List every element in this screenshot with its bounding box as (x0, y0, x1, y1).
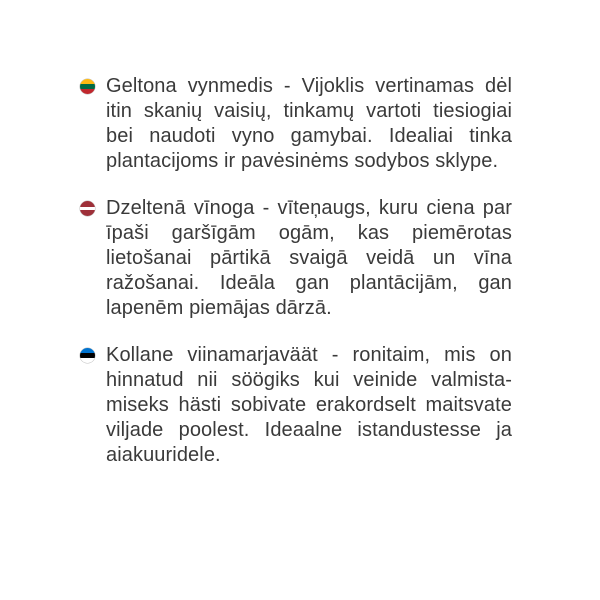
description-list (80, 74, 512, 490)
entry-latvian (80, 196, 512, 321)
latvia-flag-icon (80, 201, 95, 216)
entry-text-latvian: Dzeltenā vīnoga - vīteņaugs, kuru ciena par īpaši garšīgām ogām, kas piemērotas lietošanai pārtikā svaigā veidā un vīna ražošanai. Ideāla gan plantācijām, gan lapenēm piemājas dārzā. (106, 197, 512, 319)
entry-text-estonian: Kollane viinamarjaväät - ronitaim, mis on hinnatud nii söögiks kui veinide valmista-miseks hästi sobivate erakordselt maitsvate viljade poolest. Ideaalne istandustesse ja aiakuuridele. (106, 344, 512, 466)
lithuania-flag-icon (80, 79, 95, 94)
entry-lithuanian (80, 74, 512, 174)
entry-estonian (80, 343, 512, 468)
estonia-flag-icon (80, 348, 95, 363)
entry-text-lithuanian: Geltona vynmedis - Vijoklis vertinamas dėl itin skanių vaisių, tinkamų vartoti tiesiogiai bei naudoti vyno gamybai. Idealiai tinka plantacijoms ir pavėsinėms sodybos sklype. (106, 75, 512, 172)
